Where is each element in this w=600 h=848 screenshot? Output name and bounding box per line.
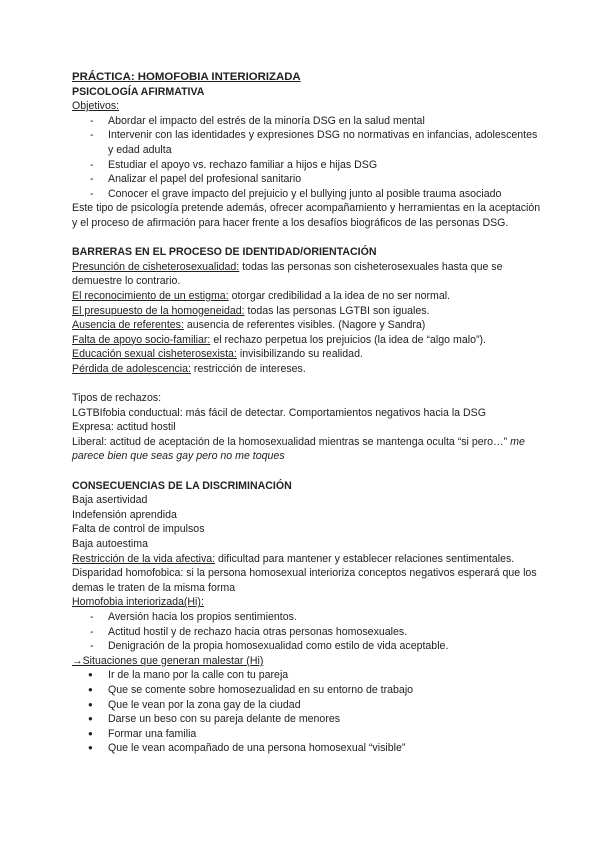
hi-list <box>72 610 542 654</box>
list-item: ● Ir de la mano por la calle con tu pareja <box>72 668 542 683</box>
barrier-item <box>72 333 542 348</box>
restriction-paragraph: Restricción de la vida afectiva: dificultad para mantener y establecer relaciones sentimentales. Disparidad homofobica: si la persona homosexual interioriza conceptos negativos esperará que los demas le traten de la misma forma <box>72 552 537 594</box>
barrier-term: Presunción de cisheterosexualidad: <box>72 260 240 273</box>
barrier-term: El reconocimiento de un estigma: <box>72 289 229 302</box>
list-item: ● Que se comente sobre homosezualidad en su entorno de trabajo <box>72 683 542 698</box>
rejection-expresa: Expresa: actitud hostil <box>72 421 176 434</box>
list-item: - Actitud hostil y de rechazo hacia otras personas homosexuales. <box>72 625 542 640</box>
barrier-item <box>72 304 542 319</box>
consequence-line: Indefensión aprendida <box>72 508 177 521</box>
consequence-line: Falta de control de impulsos <box>72 523 205 536</box>
barrier-term: Ausencia de referentes: <box>72 319 184 332</box>
list-item: ● Formar una familia <box>72 727 542 742</box>
list-item: ● Que le vean acompañado de una persona homosexual “visible” <box>72 741 542 756</box>
list-item: - Intervenir con las identidades y expresiones DSG no normativas en infancias, adolescentes y edad adulta <box>72 128 542 157</box>
situations-label: →Situaciones que generan malestar (Hi) <box>72 654 264 667</box>
barrier-term: Falta de apoyo socio-familiar: <box>72 333 211 346</box>
consequence-line: Baja asertividad <box>72 494 148 507</box>
list-item: - Analizar el papel del profesional sanitario <box>72 172 542 187</box>
barrier-text: otorgar credibilidad a la idea de no ser normal. <box>228 289 451 302</box>
barrier-text: ausencia de referentes visibles. (Nagore y Sandra) <box>183 319 426 332</box>
list-item: - Conocer el grave impacto del prejuicio y el bullying junto al posible trauma asociado <box>72 187 542 202</box>
section-heading-barreras: BARRERAS EN EL PROCESO DE IDENTIDAD/ORIENTACIÓN <box>72 246 377 259</box>
objectives-label: Objetivos: <box>72 100 120 113</box>
objectives-list <box>72 114 542 202</box>
barrier-term: Educación sexual cisheterosexista: <box>72 348 237 361</box>
barrier-text: todas las personas son cisheterosexuales hasta que se demuestre lo contrario. <box>72 260 503 288</box>
barrier-item <box>72 347 542 362</box>
barrier-term: Pérdida de adolescencia: <box>72 362 191 375</box>
consequence-line: Baja autoestima <box>72 538 148 550</box>
list-item: - Denigración de la propia homosexualidad como estilo de vida aceptable. <box>72 639 542 654</box>
section-heading-consecuencias: CONSECUENCIAS DE LA DISCRIMINACIÓN <box>72 479 292 492</box>
restriction-term: Restricción de la vida afectiva: <box>72 552 216 565</box>
list-item: ● Darse un beso con su pareja delante de menores <box>72 712 542 727</box>
barrier-item <box>72 260 542 289</box>
rejection-liberal-quote: me parece bien que seas gay pero no me toques <box>72 435 525 463</box>
barrier-text: invisibilizando su realidad. <box>236 348 363 361</box>
list-item: - Estudiar el apoyo vs. rechazo familiar a hijos e hijas DSG <box>72 158 542 173</box>
barrier-text: todas las personas LGTBI son iguales. <box>244 304 430 317</box>
list-item: - Aversión hacia los propios sentimientos. <box>72 610 542 625</box>
section-heading-psicologia: PSICOLOGÍA AFIRMATIVA <box>72 85 205 98</box>
document-page <box>72 70 542 756</box>
barrier-item <box>72 289 542 304</box>
hi-label: Homofobia interiorizada(Hi): <box>72 596 204 609</box>
barrier-item <box>72 362 542 377</box>
rejection-liberal: Liberal: actitud de aceptación de la homosexualidad mientras se mantenga oculta “si pero…” me parece bien que seas gay pero no me toques <box>72 435 525 463</box>
situations-list <box>72 668 542 756</box>
paragraph: Este tipo de psicología pretende además, ofrecer acompañamiento y herramientas en la aceptación y el proceso de afirmación para hacer frente a los desafíos biográficos de las personas DSG. <box>72 202 541 229</box>
rejections-label: Tipos de rechazos: <box>72 392 162 405</box>
barrier-item <box>72 318 542 333</box>
page-title: PRÁCTICA: HOMOFOBIA INTERIORIZADA <box>72 71 301 83</box>
barrier-text: restricción de intereses. <box>190 362 306 375</box>
barrier-text: el rechazo perpetua los prejuicios (la idea de “algo malo”). <box>210 333 486 346</box>
list-item: ● Que le vean por la zona gay de la ciudad <box>72 698 542 713</box>
rejection-conductual: LGTBIfobia conductual: más fácil de detectar. Comportamientos negativos hacia la DSG <box>72 406 486 419</box>
barrier-term: El presupuesto de la homogeneidad: <box>72 304 245 317</box>
list-item: - Abordar el impacto del estrés de la minoría DSG en la salud mental <box>72 114 542 129</box>
